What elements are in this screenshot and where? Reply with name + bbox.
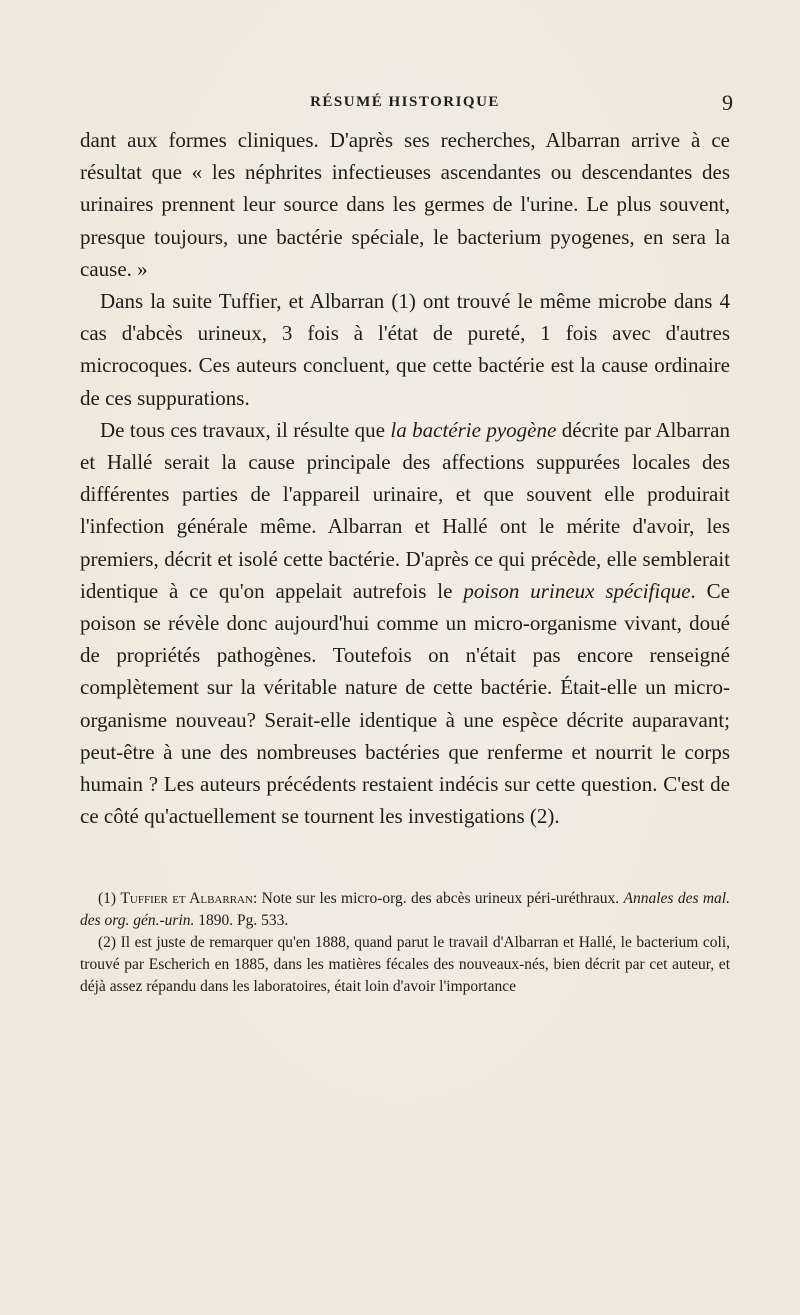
footnote-1-reference: 1890. Pg. 533. [194, 912, 289, 929]
paragraph-1: dant aux formes cliniques. D'après ses recherches, Albarran arrive à ce résultat que « les néphrites infectieuses ascendantes ou descendantes des urinaires prennent leur source dans les germes de l'urine. Le plus souvent, presque toujours, une bactérie spéciale, le bacterium pyogenes, en sera la cause. » [80, 128, 730, 281]
footnote-1 [80, 888, 730, 932]
footnote-2: (2) Il est juste de remarquer qu'en 1888, quand parut le travail d'Albarran et Hallé, le bacterium coli, trouvé par Escherich en 1885, dans les matières fécales des nouveaux-nés, bien décrit par cet auteur, et déjà assez répandu dans les laboratoires, était loin d'avoir l'importance [80, 934, 730, 995]
footnote-1-authors: Tuffier et Albarran [120, 890, 253, 907]
footnote-1-number: (1) [98, 890, 121, 907]
footnote-1-text: : Note sur les micro-org. des abcès urineux péri-uréthraux. [252, 890, 624, 907]
page-number: 9 [722, 90, 733, 115]
italic-term-poison: poison urineux spécifique [463, 578, 691, 603]
paragraph-3 [80, 414, 730, 833]
paragraph-3-start: De tous ces travaux, il résulte que [100, 417, 391, 442]
footnotes [80, 888, 730, 998]
italic-term-bacterie: la bactérie pyogène [390, 417, 557, 442]
page-header [80, 90, 733, 120]
paragraph-2: Dans la suite Tuffier, et Albarran (1) ont trouvé le même microbe dans 4 cas d'abcès urineux, 3 fois à l'état de pureté, 1 fois avec d'autres microcoques. Ces auteurs concluent, que cette bactérie est la cause ordinaire de ces suppurations. [80, 289, 730, 410]
paragraph-3-end: . Ce poison se révèle donc aujourd'hui comme un micro-organisme vivant, doué de propriétés pathogènes. Toutefois on n'était pas encore renseigné complètement sur la véritable nature de cette bactérie. Était-elle un micro-organisme nouveau? Serait-elle identique à une espèce décrite auparavant; peut-être à une des nombreuses bactéries que renferme et nourrit le corps humain ? Les auteurs précédents restaient indécis sur cette question. C'est de ce côté qu'actuellement se tournent les investigations (2). [80, 578, 731, 829]
paragraph-3-middle: décrite par Albarran et Hallé serait la cause principale des affections suppurées locales des différentes parties de l'appareil urinaire, et que souvent elle produirait l'infection générale même. Albarran et Hallé ont le mérite d'avoir, les premiers, décrit et isolé cette bactérie. D'après ce qui précède, elle semblerait identique à ce qu'on appelait autrefois le [80, 417, 730, 603]
footnote-1-journal: Annales des mal. des org. gén.-urin. [80, 890, 730, 929]
running-title: RÉSUMÉ HISTORIQUE [310, 94, 500, 110]
main-text [80, 124, 730, 832]
